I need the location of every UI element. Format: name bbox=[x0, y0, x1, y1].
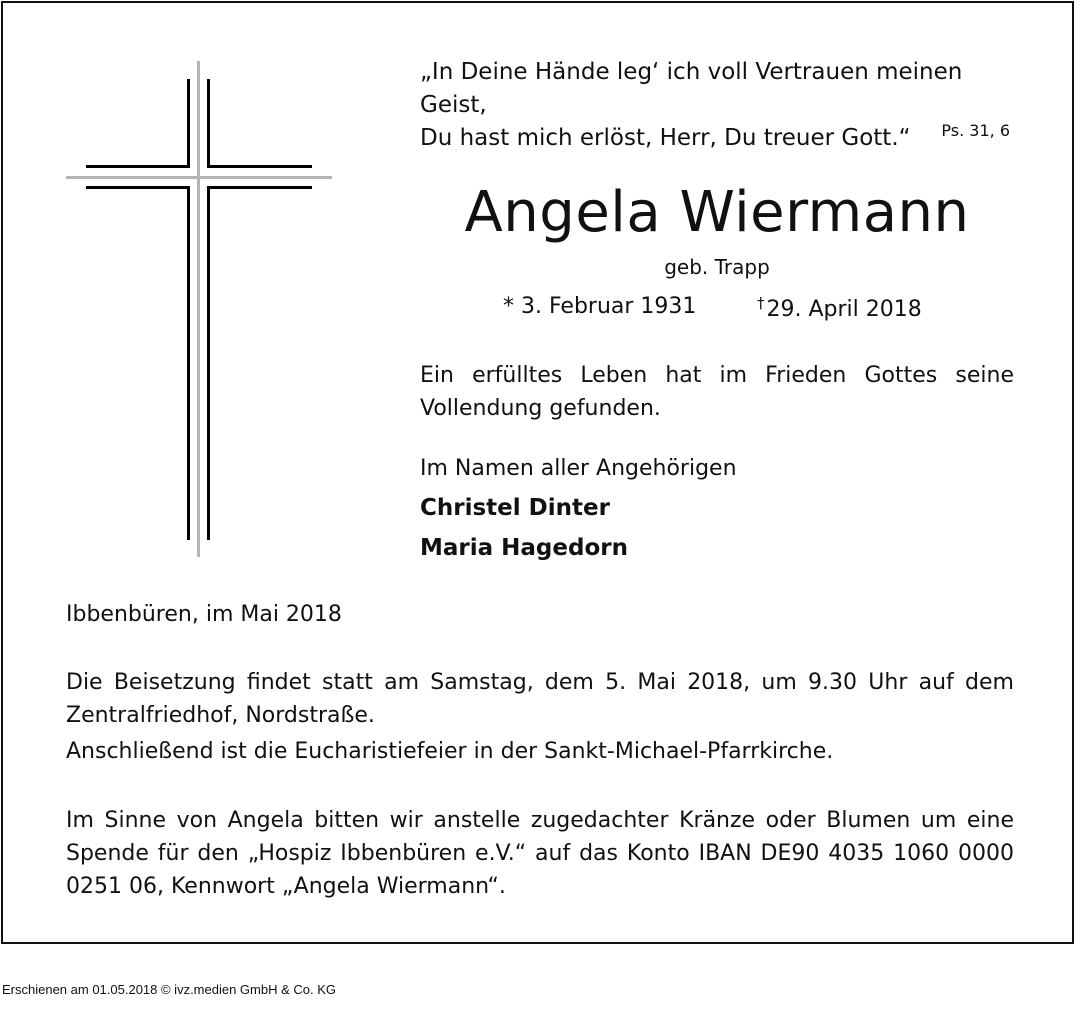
death-date-line bbox=[757, 294, 922, 322]
quote-line-2: Du hast mich erlöst, Herr, Du treuer Gott.“ bbox=[420, 125, 911, 151]
publication-credit: Erschienen am 01.05.2018 © ivz.medien GmbH & Co. KG bbox=[2, 982, 337, 997]
place-date: Ibbenbüren, im Mai 2018 bbox=[66, 602, 342, 627]
quote-line-1: „In Deine Hände leg‘ ich voll Vertrauen meinen Geist, bbox=[420, 59, 963, 118]
burial-text: Die Beisetzung findet statt am Samstag, dem 5. Mai 2018, um 9.30 Uhr auf dem Zentralfriedhof, Nordstraße. bbox=[66, 670, 1014, 728]
death-date: 29. April 2018 bbox=[766, 297, 922, 322]
mourner-name: Christel Dinter bbox=[420, 495, 610, 521]
dagger-icon: † bbox=[757, 294, 765, 312]
mass-text: Anschließend ist die Eucharistiefeier in der Sankt-Michael-Pfarrkirche. bbox=[66, 739, 834, 764]
birth-name: geb. Trapp bbox=[664, 255, 770, 279]
mourner-name: Maria Hagedorn bbox=[420, 535, 628, 561]
donation-text: Im Sinne von Angela bitten wir anstelle zugedachter Kränze oder Blumen um eine Spende für den „Hospiz Ibbenbüren e.V.“ auf das Konto IBAN DE90 4035 1060 0000 0251 06, Kennwort „Angela Wiermann“. bbox=[66, 808, 1014, 899]
psalm-reference: Ps. 31, 6 bbox=[941, 121, 1010, 140]
mourners-intro: Im Namen aller Angehörigen bbox=[420, 456, 737, 481]
cross-icon bbox=[66, 61, 332, 557]
deceased-name: Angela Wiermann bbox=[464, 180, 970, 245]
bible-quote bbox=[420, 56, 1020, 155]
birth-date: * 3. Februar 1931 bbox=[503, 294, 697, 319]
obituary-notice bbox=[1, 1, 1074, 944]
life-text: Ein erfülltes Leben hat im Frieden Gottes seine Vollendung gefunden. bbox=[420, 363, 1014, 421]
